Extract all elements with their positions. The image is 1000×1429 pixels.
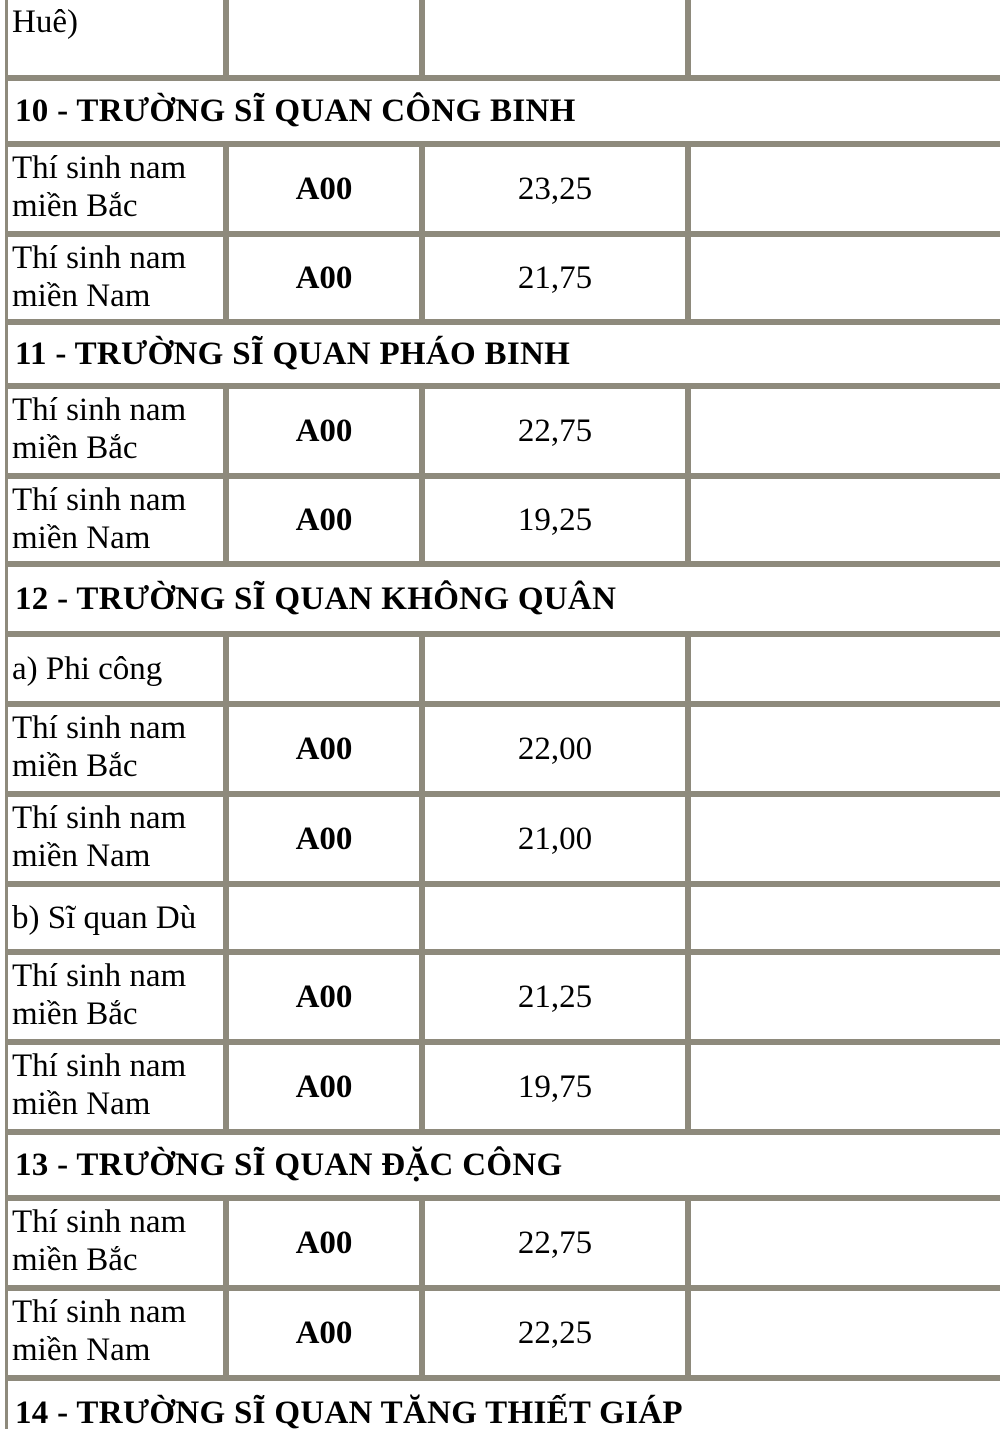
score-cell bbox=[422, 1042, 688, 1132]
section-heading: 12 - TRƯỜNG SĨ QUAN KHÔNG QUÂN bbox=[15, 581, 617, 617]
note-cell bbox=[688, 634, 1000, 704]
candidate-group-label: Thí sinh nam miền Bắc bbox=[12, 150, 187, 224]
note-cell bbox=[688, 884, 1000, 952]
subgroup-label: a) Phi công bbox=[12, 651, 163, 687]
subject-code-cell bbox=[226, 952, 422, 1042]
candidate-group-label: Huê) bbox=[12, 4, 78, 40]
table-row bbox=[0, 794, 1000, 884]
score-cell bbox=[422, 144, 688, 234]
subgroup-cell bbox=[5, 634, 226, 704]
score-cell bbox=[422, 1198, 688, 1288]
score-cell bbox=[422, 794, 688, 884]
candidate-group-label: Thí sinh nam miền Bắc bbox=[12, 1204, 187, 1278]
score: 22,25 bbox=[517, 1315, 593, 1351]
section-heading-row bbox=[0, 78, 1000, 144]
subject-code-cell bbox=[226, 884, 422, 952]
subject-code: A00 bbox=[295, 1069, 353, 1105]
subgroup-cell bbox=[5, 884, 226, 952]
score: 21,00 bbox=[517, 821, 593, 857]
candidate-group-cell bbox=[5, 386, 226, 476]
table-row bbox=[0, 1042, 1000, 1132]
candidate-group-label: Thí sinh nam miền Bắc bbox=[12, 710, 187, 784]
table-row bbox=[0, 386, 1000, 476]
subject-code: A00 bbox=[295, 731, 353, 767]
candidate-group-cell bbox=[5, 476, 226, 564]
note-cell bbox=[688, 952, 1000, 1042]
candidate-group-cell bbox=[5, 144, 226, 234]
candidate-group-cell bbox=[5, 1198, 226, 1288]
table-row bbox=[0, 704, 1000, 794]
subject-code-cell bbox=[226, 1288, 422, 1378]
candidate-group-label: Thí sinh nam miền Nam bbox=[12, 240, 187, 314]
score: 21,25 bbox=[517, 979, 593, 1015]
section-heading-cell bbox=[5, 322, 1000, 386]
table-row bbox=[0, 476, 1000, 564]
section-heading-cell bbox=[5, 1378, 1000, 1429]
score-cell bbox=[422, 952, 688, 1042]
section-heading-cell bbox=[5, 1132, 1000, 1198]
subject-code-cell bbox=[226, 634, 422, 704]
subject-code: A00 bbox=[295, 1225, 353, 1261]
subgroup-row bbox=[0, 884, 1000, 952]
table-row bbox=[0, 952, 1000, 1042]
score: 19,25 bbox=[517, 502, 593, 538]
section-heading-cell bbox=[5, 78, 1000, 144]
score: 23,25 bbox=[517, 171, 593, 207]
table-row bbox=[0, 234, 1000, 322]
subject-code-cell bbox=[226, 144, 422, 234]
score-cell bbox=[422, 386, 688, 476]
score-cell bbox=[422, 884, 688, 952]
subject-code-cell bbox=[226, 476, 422, 564]
score: 22,75 bbox=[517, 413, 593, 449]
note-cell bbox=[688, 386, 1000, 476]
score-cell bbox=[422, 234, 688, 322]
candidate-group-cell bbox=[5, 952, 226, 1042]
section-heading: 11 - TRƯỜNG SĨ QUAN PHÁO BINH bbox=[15, 336, 571, 372]
candidate-group-label: Thí sinh nam miền Nam bbox=[12, 1294, 187, 1368]
candidate-group-cell bbox=[5, 0, 226, 78]
subject-code: A00 bbox=[295, 979, 353, 1015]
score: 21,75 bbox=[517, 260, 593, 296]
subject-code-cell bbox=[226, 704, 422, 794]
note-cell bbox=[688, 0, 1000, 78]
score-cell bbox=[422, 704, 688, 794]
subgroup-label: b) Sĩ quan Dù bbox=[12, 900, 197, 936]
candidate-group-label: Thí sinh nam miền Nam bbox=[12, 800, 187, 874]
candidate-group-label: Thí sinh nam miền Nam bbox=[12, 1048, 187, 1122]
subject-code-cell bbox=[226, 234, 422, 322]
note-cell bbox=[688, 1288, 1000, 1378]
section-heading-row bbox=[0, 1132, 1000, 1198]
subject-code: A00 bbox=[295, 413, 353, 449]
candidate-group-cell bbox=[5, 1288, 226, 1378]
score-cell bbox=[422, 476, 688, 564]
candidate-group-cell bbox=[5, 704, 226, 794]
score: 19,75 bbox=[517, 1069, 593, 1105]
section-heading-row bbox=[0, 1378, 1000, 1429]
section-heading: 10 - TRƯỜNG SĨ QUAN CÔNG BINH bbox=[15, 93, 576, 129]
note-cell bbox=[688, 794, 1000, 884]
note-cell bbox=[688, 704, 1000, 794]
subgroup-row bbox=[0, 634, 1000, 704]
section-heading-cell bbox=[5, 564, 1000, 634]
score: 22,00 bbox=[517, 731, 593, 767]
candidate-group-cell bbox=[5, 234, 226, 322]
section-heading: 14 - TRƯỜNG SĨ QUAN TĂNG THIẾT GIÁP bbox=[15, 1395, 683, 1429]
subject-code: A00 bbox=[295, 171, 353, 207]
subject-code-cell bbox=[226, 0, 422, 78]
score-cell bbox=[422, 634, 688, 704]
table-row bbox=[0, 1288, 1000, 1378]
candidate-group-cell bbox=[5, 794, 226, 884]
subject-code-cell bbox=[226, 386, 422, 476]
score: 22,75 bbox=[517, 1225, 593, 1261]
table-row bbox=[0, 1198, 1000, 1288]
candidate-group-label: Thí sinh nam miền Nam bbox=[12, 482, 187, 556]
subject-code-cell bbox=[226, 1198, 422, 1288]
score-cell bbox=[422, 0, 688, 78]
note-cell bbox=[688, 144, 1000, 234]
candidate-group-label: Thí sinh nam miền Bắc bbox=[12, 392, 187, 466]
subject-code: A00 bbox=[295, 1315, 353, 1351]
table-row bbox=[0, 144, 1000, 234]
note-cell bbox=[688, 476, 1000, 564]
subject-code: A00 bbox=[295, 502, 353, 538]
note-cell bbox=[688, 1198, 1000, 1288]
note-cell bbox=[688, 234, 1000, 322]
section-heading-row bbox=[0, 564, 1000, 634]
note-cell bbox=[688, 1042, 1000, 1132]
section-heading-row bbox=[0, 322, 1000, 386]
section-heading: 13 - TRƯỜNG SĨ QUAN ĐẶC CÔNG bbox=[15, 1147, 563, 1183]
subject-code: A00 bbox=[295, 821, 353, 857]
table-row bbox=[0, 0, 1000, 78]
candidate-group-label: Thí sinh nam miền Bắc bbox=[12, 958, 187, 1032]
subject-code-cell bbox=[226, 1042, 422, 1132]
subject-code-cell bbox=[226, 794, 422, 884]
subject-code: A00 bbox=[295, 260, 353, 296]
score-cell bbox=[422, 1288, 688, 1378]
candidate-group-cell bbox=[5, 1042, 226, 1132]
